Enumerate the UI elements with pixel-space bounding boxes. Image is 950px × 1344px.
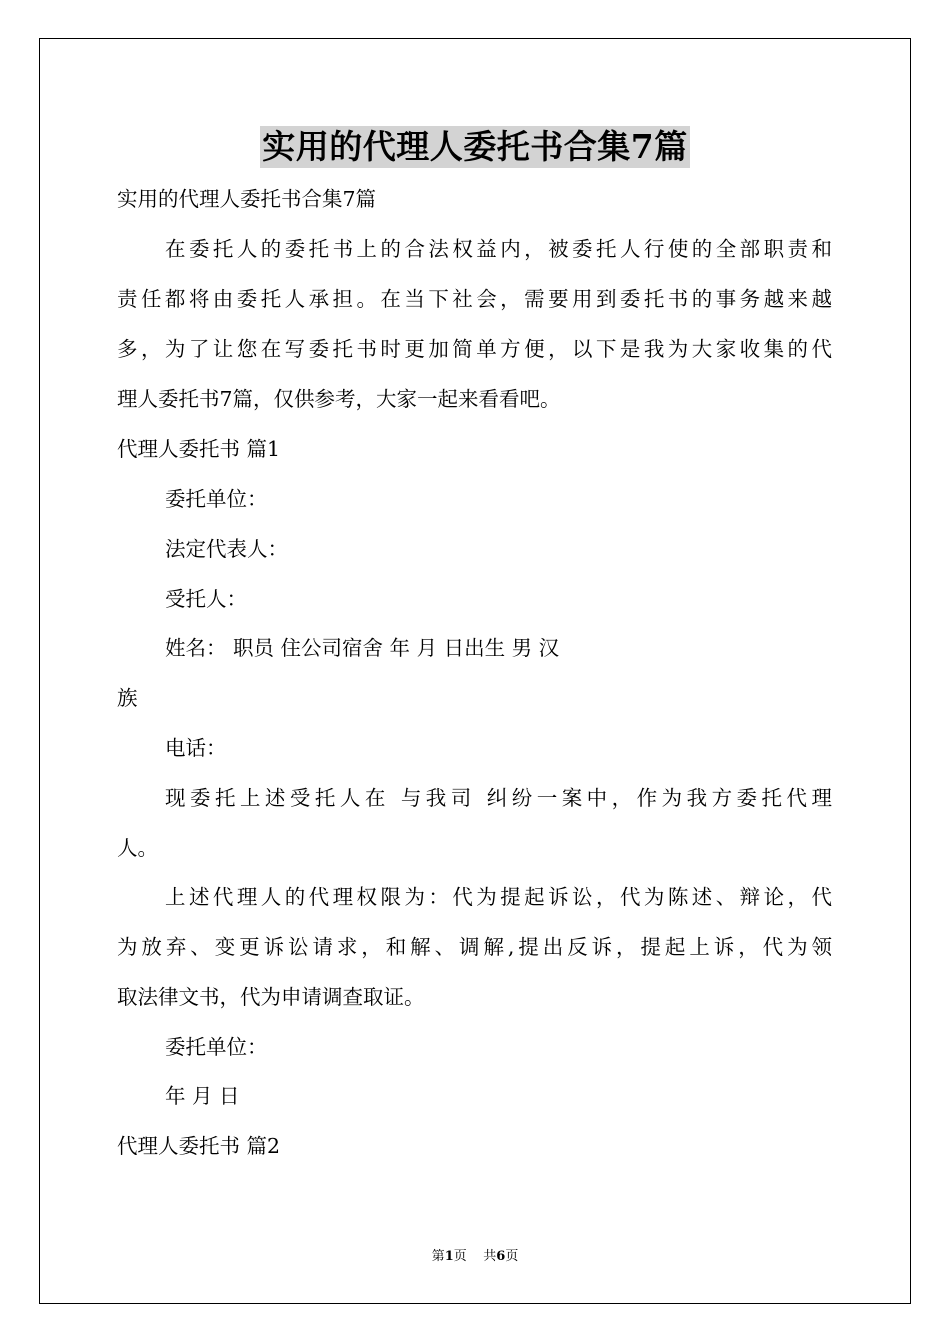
entrust-para-line-2: 人。 [117,836,158,860]
entrust-unit-field: 委托单位： [165,487,268,511]
authority-para-line-2: 为放弃、变更诉讼请求，和解、调解,提出反诉，提起上诉，代为领 [117,935,832,959]
page-border [39,38,911,1304]
sign-unit-field: 委托单位： [165,1035,268,1059]
entrust-para-line-1: 现委托上述受托人在 与我司 纠纷一案中，作为我方委托代理 [165,786,832,810]
footer-page-prefix: 第 [431,1249,445,1264]
title-container [0,126,950,168]
authority-para-line-3: 取法律文书，代为申请调查取证。 [117,985,425,1009]
footer-page-mid: 页 共 [453,1249,497,1264]
name-field-line: 姓名： 职员 住公司宿舍 年 月 日出生 男 汉 [165,636,560,660]
legal-rep-field: 法定代表人： [165,537,288,561]
footer-page-number: 1 [444,1249,454,1264]
authority-para-line-1: 上述代理人的代理权限为：代为提起诉讼，代为陈述、辩论，代 [165,885,832,909]
document-subtitle: 实用的代理人委托书合集7篇 [117,187,377,211]
trustee-field: 受托人： [165,587,247,611]
date-line: 年 月 日 [165,1084,240,1108]
name-field-line-cont: 族 [117,686,138,710]
section-1-heading: 代理人委托书 篇1 [117,437,281,461]
intro-line-4: 理人委托书7篇，仅供参考，大家一起来看看吧。 [117,387,561,411]
phone-field: 电话： [165,736,227,760]
page-footer [0,1248,950,1266]
document-title: 实用的代理人委托书合集7篇 [262,127,688,166]
intro-line-2: 责任都将由委托人承担。在当下社会，需要用到委托书的事务越来越 [117,287,832,311]
intro-line-1: 在委托人的委托书上的合法权益内，被委托人行使的全部职责和 [165,237,832,261]
footer-page-total: 6 [496,1249,506,1264]
section-2-heading: 代理人委托书 篇2 [117,1134,281,1158]
intro-line-3: 多，为了让您在写委托书时更加简单方便，以下是我为大家收集的代 [117,337,832,361]
footer-page-suffix: 页 [505,1249,519,1264]
